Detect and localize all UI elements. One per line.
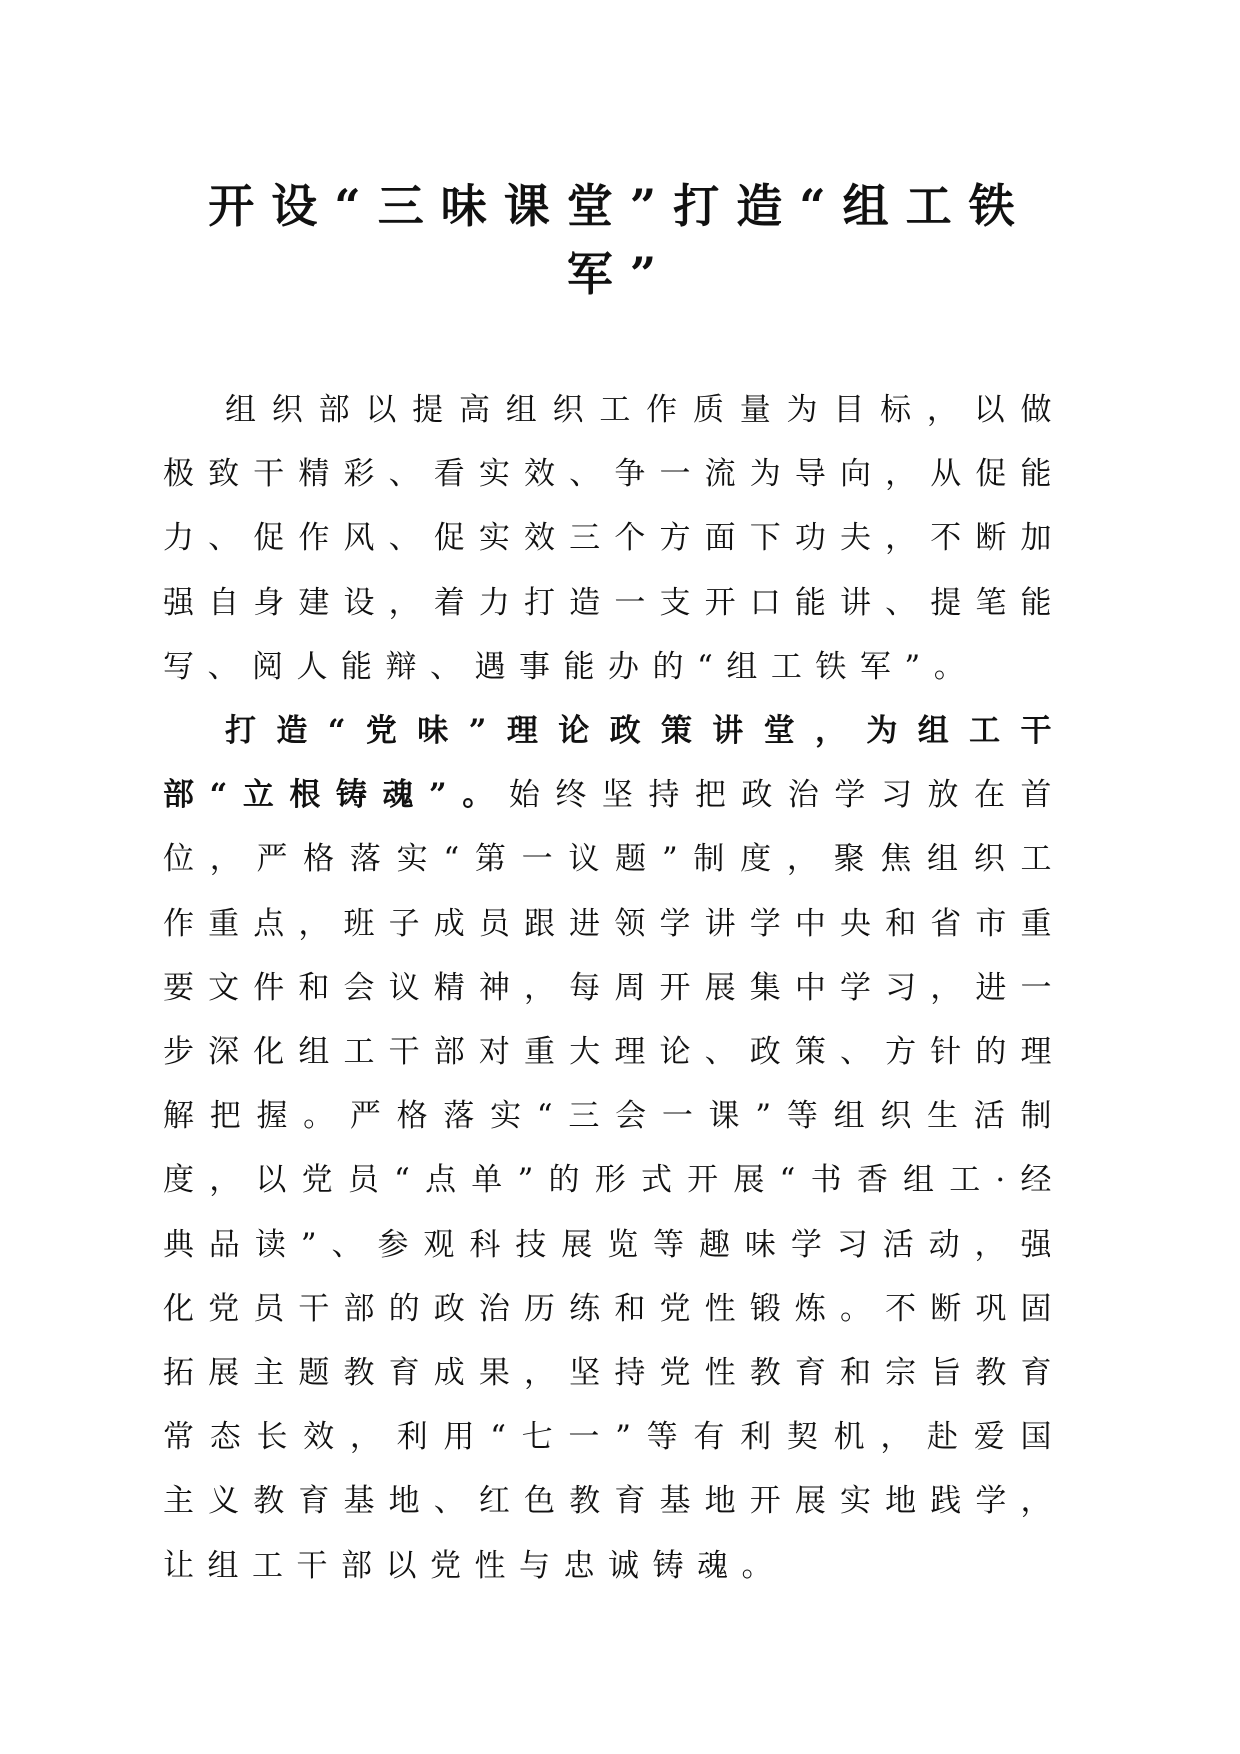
paragraph-lead-heading: 打造“党味”理论政策讲堂，为组工干部“立根铸魂”。 [163,713,1065,814]
paragraph-intro [163,378,1065,699]
document-body [163,378,1065,1598]
document-title: 开设“三味课堂”打造“组工铁军” [208,179,1032,301]
paragraph-intro-text: 组织部以提高组织工作质量为目标，以做极致干精彩、看实效、争一流为导向，从促能力、促作风、促实效三个方面下功夫，不断加强自身建设，着力打造一支开口能讲、提笔能写、阅人能辩、遇事能办的“组工铁军”。 [163,392,1065,685]
paragraph-party-flavor-lecture [163,699,1065,1598]
paragraph-body-text: 始终坚持把政治学习放在首位，严格落实“第一议题”制度，聚焦组织工作重点，班子成员跟进领学讲学中央和省市重要文件和会议精神，每周开展集中学习，进一步深化组工干部对重大理论、政策、方针的理解把握。严格落实“三会一课”等组织生活制度，以党员“点单”的形式开展“书香组工·经典品读”、参观科技展览等趣味学习活动，强化党员干部的政治历练和党性锻炼。不断巩固拓展主题教育成果，坚持党性教育和宗旨教育常态长效，利用“七一”等有利契机，赴爱国主义教育基地、红色教育基地开展实地践学，让组工干部以党性与忠诚铸魂。 [163,777,1066,1584]
